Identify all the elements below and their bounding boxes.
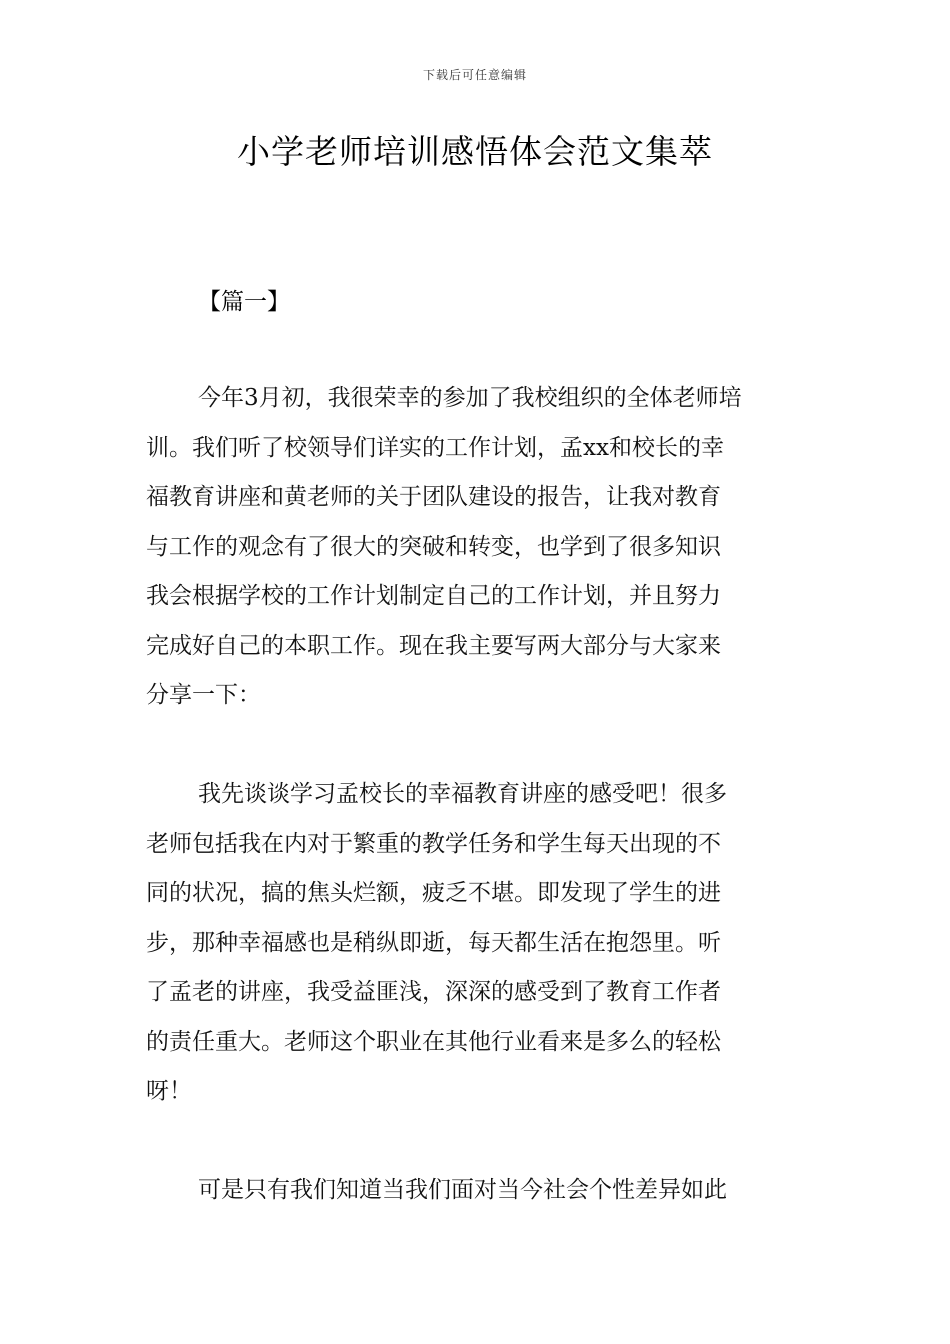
paragraph-line: 训。我们听了校领导们详实的工作计划，孟xx和校长的幸 <box>146 434 724 461</box>
paragraph-line: 与工作的观念有了很大的突破和转变，也学到了很多知识 <box>146 533 721 560</box>
paragraph-line: 的责任重大。老师这个职业在其他行业看来是多么的轻松 <box>146 1028 721 1055</box>
paragraph-line: 可是只有我们知道当我们面对当今社会个性差异如此 <box>198 1177 727 1203</box>
paragraph-1 <box>146 374 806 721</box>
paragraph-line: 步，那种幸福感也是稍纵即逝，每天都生活在抱怨里。听 <box>146 929 721 956</box>
section-label: 【篇一】 <box>198 289 290 315</box>
paragraph-line: 呀！ <box>146 1078 192 1104</box>
paragraph-line: 福教育讲座和黄老师的关于团队建设的报告，让我对教育 <box>146 484 721 510</box>
paragraph-line: 同的状况，搞的焦头烂额，疲乏不堪。即发现了学生的进 <box>146 880 721 906</box>
paragraph-line: 我会根据学校的工作计划制定自己的工作计划，并且努力 <box>146 583 721 609</box>
paragraph-2 <box>146 770 806 1117</box>
paragraph-line: 了孟老的讲座，我受益匪浅，深深的感受到了教育工作者 <box>146 979 721 1005</box>
paragraph-line: 老师包括我在内对于繁重的教学任务和学生每天出现的不 <box>146 830 721 857</box>
header-note: 下载后可任意编辑 <box>422 68 527 82</box>
document-title: 小学老师培训感悟体会范文集萃 <box>237 132 713 171</box>
paragraph-line: 我先谈谈学习孟校长的幸福教育讲座的感受吧！很多 <box>198 781 727 807</box>
paragraph-line: 今年3月初，我很荣幸的参加了我校组织的全体老师培 <box>198 385 742 411</box>
paragraph-line: 完成好自己的本职工作。现在我主要写两大部分与大家来 <box>146 632 721 659</box>
paragraph-3 <box>146 1166 806 1216</box>
paragraph-line: 分享一下： <box>146 682 261 708</box>
